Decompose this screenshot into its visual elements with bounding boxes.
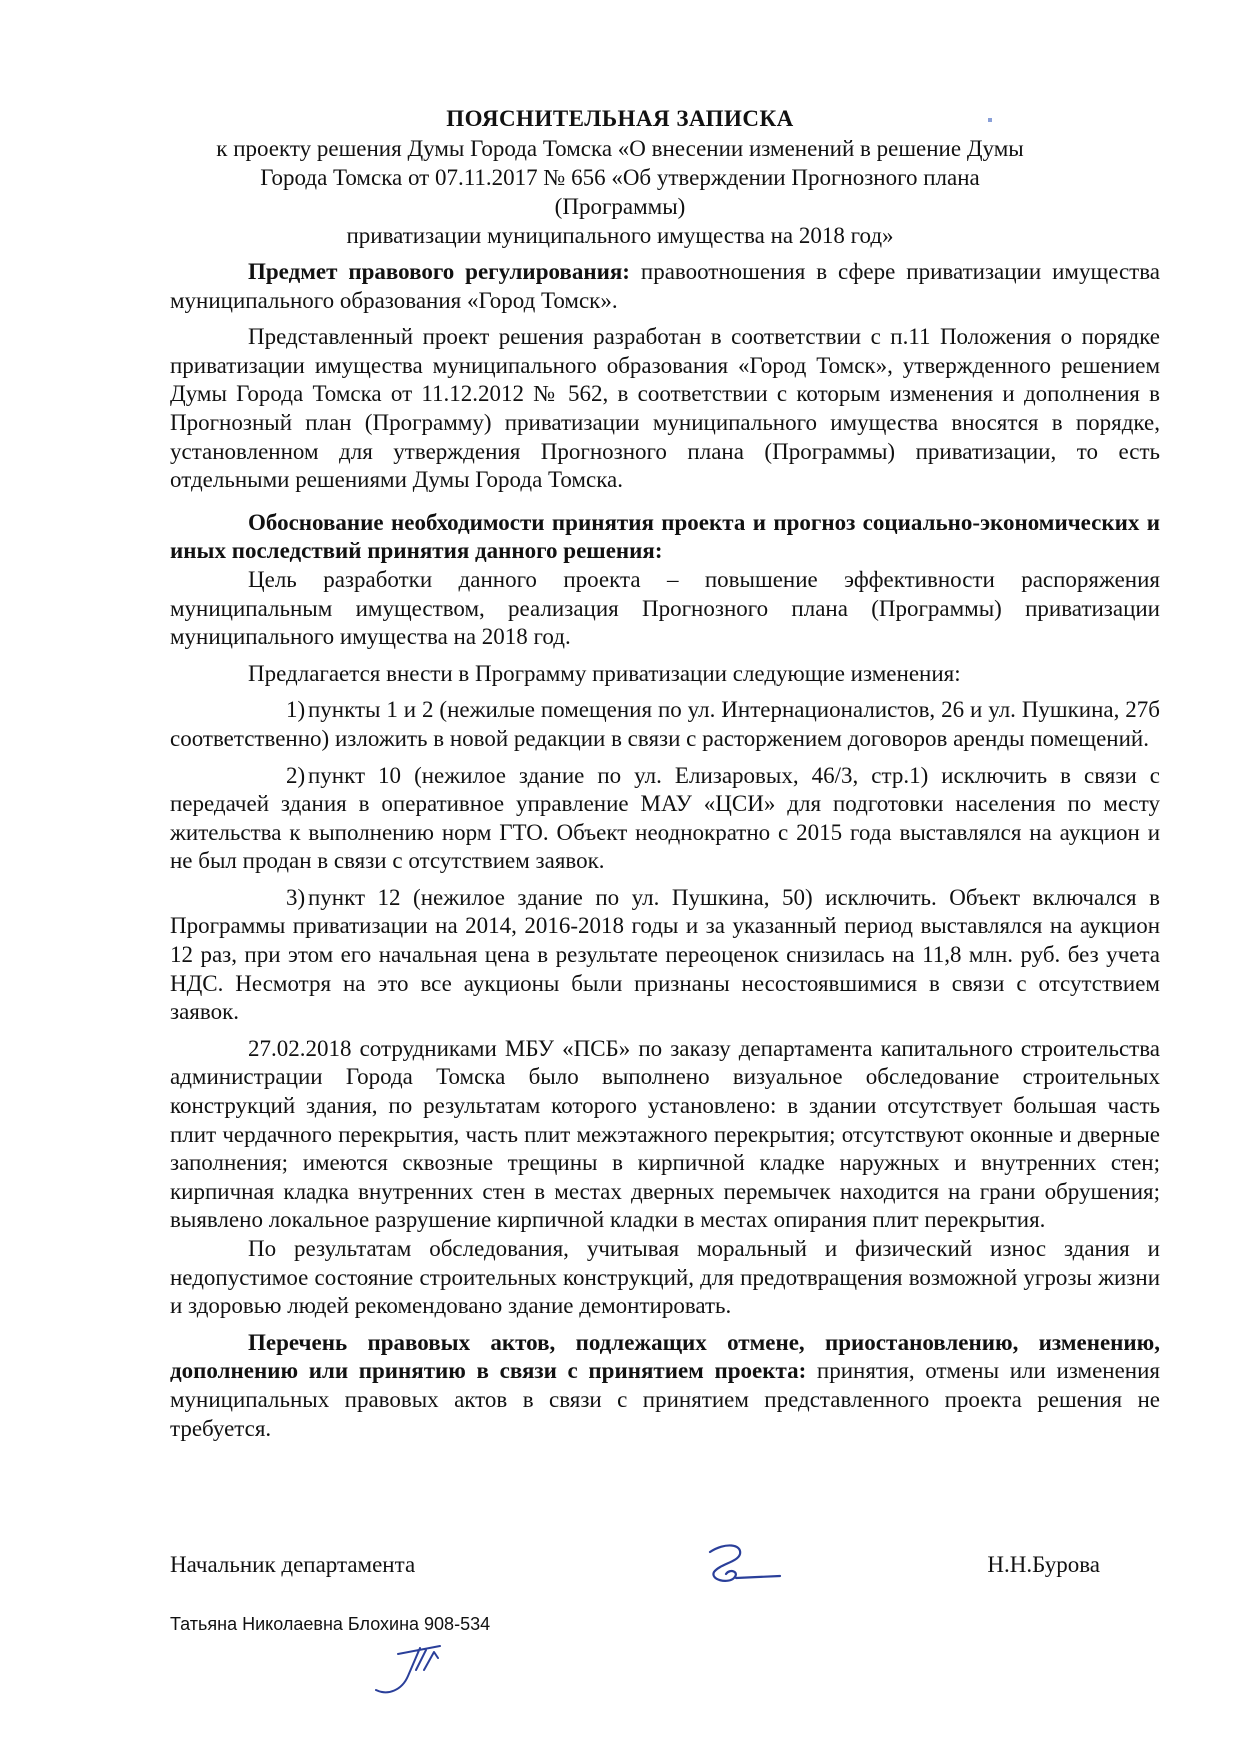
handwritten-signature <box>700 1534 790 1594</box>
acts-heading: Перечень правовых актов, подлежащих отмене, приостановлению, изменению, дополнению или принятию в связи с принятием проекта: <box>170 1329 1160 1384</box>
document-body <box>170 258 1160 1443</box>
acts-paragraph <box>170 1329 1160 1443</box>
recommendation-paragraph: По результатам обследования, учитывая моральный и физический износ здания и недопустимое состояние строительных конструкций, для предотвращения возможной угрозы жизни и здоровью людей рекомендовано здание демонтировать. <box>170 1236 1160 1319</box>
executor-initials-mark <box>368 1640 448 1700</box>
change-item-1 <box>170 696 1160 753</box>
item-number: 3) <box>286 884 306 910</box>
changes-intro: Предлагается внести в Программу приватизации следующие изменения: <box>248 660 961 686</box>
subject-paragraph <box>170 258 1160 315</box>
signatory-position: Начальник департамента <box>170 1552 416 1577</box>
subject-text: правоотношения в сфере приватизации имущества муниципального образования «Город Томск». <box>170 259 1160 313</box>
document-title: ПОЯСНИТЕЛЬНАЯ ЗАПИСКА <box>446 106 794 131</box>
change-item-2 <box>170 762 1160 876</box>
subtitle-line: к проекту решения Думы Города Томска «О внесении изменений в решение Думы <box>216 136 1024 161</box>
executor-info: Татьяна Николаевна Блохина 908-534 <box>170 1614 491 1634</box>
subject-heading: Предмет правового регулирования: <box>248 259 630 284</box>
basis-paragraph: Представленный проект решения разработан в соответствии с п.11 Положения о порядке приватизации имущества муниципального образования «Город Томск», утвержденного решением Думы Города Томска от 11.12.2012 № 562, в соответствии с которым изменения и дополнения в Прогнозный план (Программу) приватизации муниципального имущества вносятся в порядке, установленном для утверждения Прогнозного плана (Программы) приватизации, то есть отдельными решениями Думы Города Томска. <box>170 324 1160 493</box>
subtitle-line: приватизации муниципального имущества на 2018 год» <box>346 223 894 248</box>
subtitle-line: Города Томска от 07.11.2017 № 656 «Об утверждении Прогнозного плана (Программы) <box>260 165 980 219</box>
justification-heading-text: Обоснование необходимости принятия проекта и прогноз социально-экономических и иных последствий принятия данного решения: <box>170 509 1160 564</box>
signature-block <box>170 1552 1160 1612</box>
item-text: пункты 1 и 2 (нежилые помещения по ул. Интернационалистов, 26 и ул. Пушкина, 27б соответственно) изложить в новой редакции в связи с расторжением договоров аренды помещений. <box>170 697 1160 751</box>
survey-paragraph: 27.02.2018 сотрудниками МБУ «ПСБ» по заказу департамента капитального строительства администрации Города Томска было выполнено визуальное обследование строительных конструкций здания, по результатам которого установлено: в здании отсутствует большая часть плит чердачного перекрытия, часть плит межэтажного перекрытия; отсутствуют оконные и дверные заполнения; имеются сквозные трещины в кирпичной кладке наружных и внутренних стен; кирпичная кладка внутренних стен в местах дверных перемычек находится на грани обрушения; выявлено локальное разрушение кирпичной кладки в местах опирания плит перекрытия. <box>170 1035 1160 1233</box>
item-text: пункт 12 (нежилое здание по ул. Пушкина, 50) исключить. Объект включался в Программы приватизации на 2014, 2016-2018 годы и за указанный период выставлялся на аукцион 12 раз, при этом его начальная цена в результате переоценок снизилась на 11,8 млн. руб. без учета НДС. Несмотря на это все аукционы были признаны несостоявшимися в связи с отсутствием заявок. <box>170 884 1160 1025</box>
acts-text: принятия, отмены или изменения муниципальных правовых актов в связи с принятием представленного проекта решения не требуется. <box>170 1358 1161 1441</box>
signatory-name: Н.Н.Бурова <box>987 1552 1100 1577</box>
change-item-3 <box>170 884 1160 1027</box>
justification-heading <box>170 509 1160 566</box>
document-subtitle <box>200 134 1040 250</box>
item-number: 2) <box>286 762 306 788</box>
item-number: 1) <box>286 697 306 723</box>
item-text: пункт 10 (нежилое здание по ул. Елизаровых, 46/3, стр.1) исключить в связи с передачей здания в оперативное управление МАУ «ЦСИ» для подготовки населения по месту жительства к выполнению норм ГТО. Объект неоднократно с 2015 года выставлялся на аукцион и не был продан в связи с отсутствием заявок. <box>170 762 1160 874</box>
goal-paragraph: Цель разработки данного проекта – повышение эффективности распоряжения муниципальным имуществом, реализация Прогнозного плана (Программы) приватизации муниципального имущества на 2018 год. <box>170 566 1160 650</box>
